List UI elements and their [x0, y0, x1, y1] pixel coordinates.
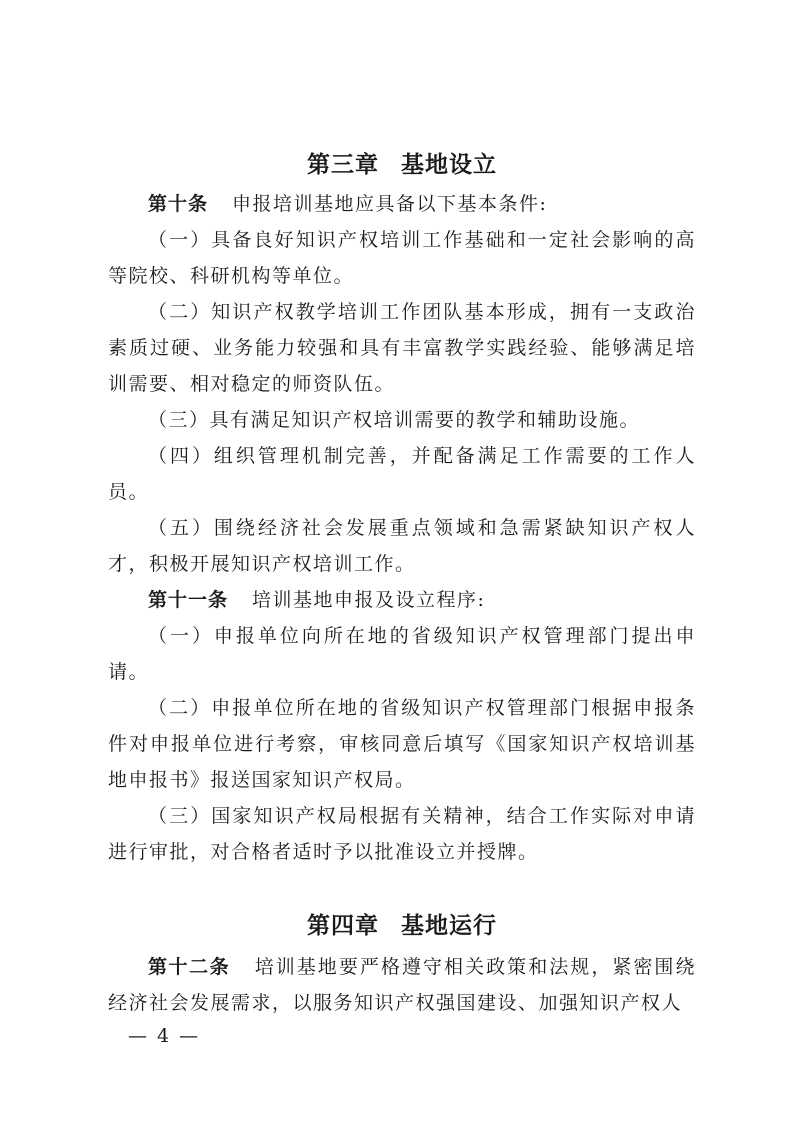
- chapter-4-number: 第四章: [307, 913, 379, 939]
- article-10-item: （五）围绕经济社会发展重点领域和急需紧缺知识产权人才，积极开展知识产权培训工作。: [108, 517, 696, 575]
- document-body: [108, 144, 696, 1021]
- article-12-label: 第十二条: [148, 956, 231, 978]
- article-10-item: （一）具备良好知识产权培训工作基础和一定社会影响的高等院校、科研机构等单位。: [108, 229, 696, 287]
- article-10-item: （二）知识产权教学培训工作团队基本形成，拥有一支政治素质过硬、业务能力较强和具有丰富教学实践经验、能够满足培训需要、相对稳定的师资队伍。: [108, 301, 696, 395]
- article-10-item: （四）组织管理机制完善，并配备满足工作需要的工作人员。: [108, 445, 696, 503]
- article-11: [108, 582, 696, 618]
- article-11-item: （二）申报单位所在地的省级知识产权管理部门根据申报条件对申报单位进行考察，审核同意后填写《国家知识产权培训基地申报书》报送国家知识产权局。: [108, 697, 696, 791]
- chapter-4-heading: [108, 905, 696, 947]
- article-12: [108, 949, 696, 1021]
- article-11-item: （三）国家知识产权局根据有关精神，结合工作实际对申请进行审批，对合格者适时予以批准设立并授牌。: [108, 805, 696, 863]
- article-10-text: 申报培训基地应具备以下基本条件:: [232, 193, 548, 215]
- page-number: — 4 —: [128, 1025, 201, 1047]
- article-10-label: 第十条: [148, 193, 209, 215]
- chapter-4-name: 基地运行: [401, 913, 497, 939]
- article-10-item: （三）具有满足知识产权培训需要的教学和辅助设施。: [148, 409, 641, 431]
- chapter-3-name: 基地设立: [401, 152, 497, 178]
- article-11-label: 第十一条: [148, 589, 229, 611]
- article-10: [108, 186, 696, 222]
- article-11-text: 培训基地申报及设立程序:: [252, 589, 486, 611]
- chapter-3-number: 第三章: [307, 152, 379, 178]
- article-12-text: 培训基地要严格遵守相关政策和法规，紧密围绕经济社会发展需求，以服务知识产权强国建设、加强知识产权人: [108, 956, 696, 1014]
- chapter-3-heading: [108, 144, 696, 186]
- article-11-item: （一）申报单位向所在地的省级知识产权管理部门提出申请。: [108, 625, 696, 683]
